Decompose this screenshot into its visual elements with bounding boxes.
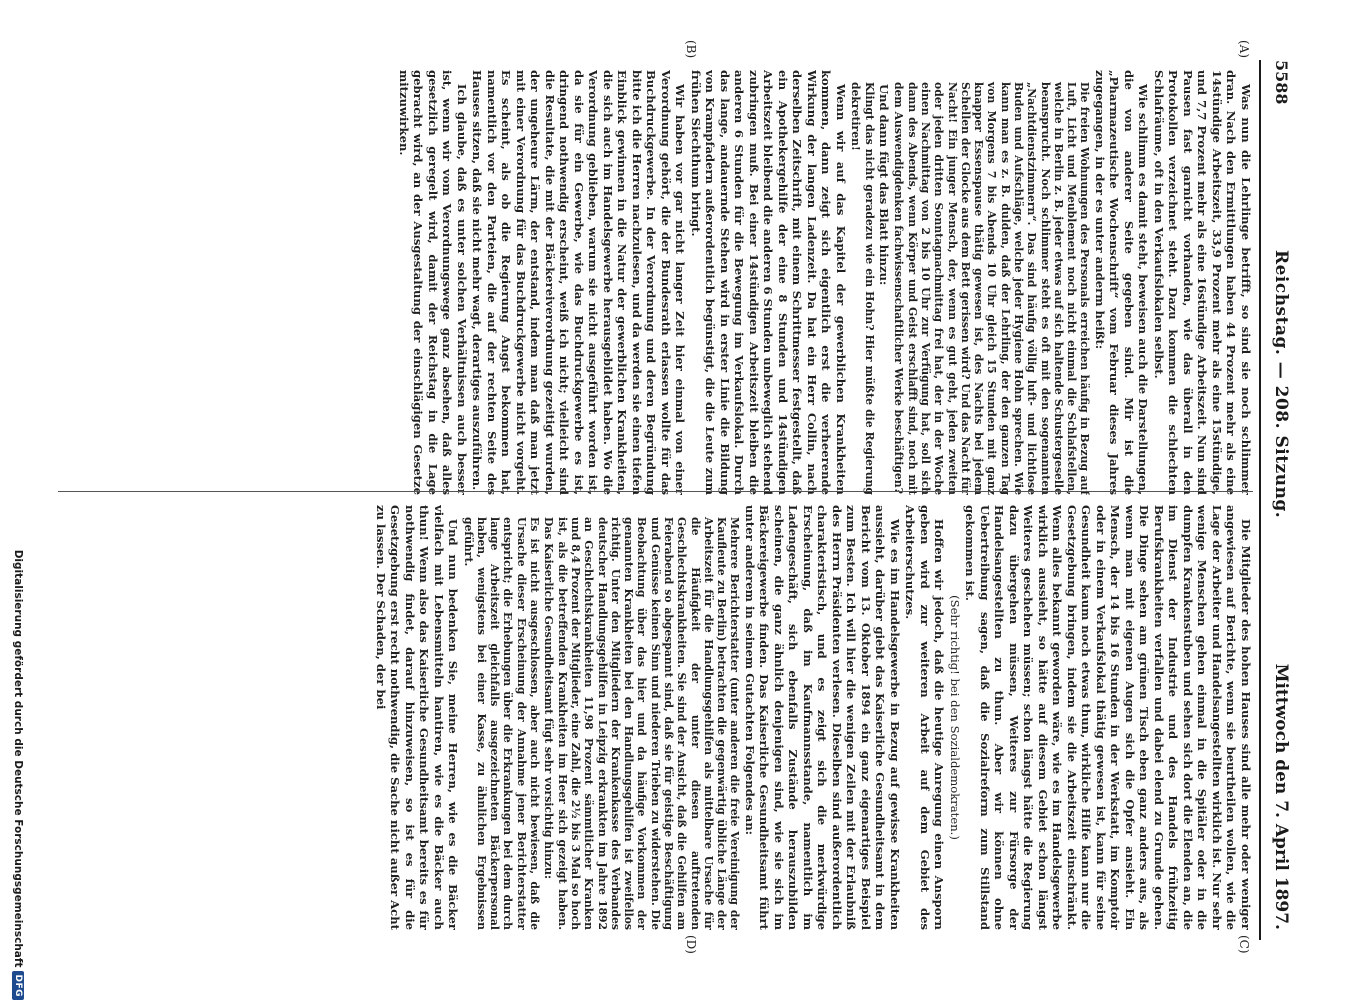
paragraph: Hoffen wir jedoch, daß die heutige Anregung einen Ansporn geben wird zur weiteren Arbeit auf dem Gebiet des Arbeiterschutzes. — [903, 505, 947, 930]
paragraph: Was nun die Lehrlinge betrifft, so sind sie noch schlimmer dran. Nach den Ermittlungen haben 44 Prozent mehr als eine 14stündige Arbeitszeit, 33,9 Prozent mehr als eine 15stündige, und 7,7 Prozent mehr als eine 16stündige Arbeitszeit. Nun sind Pausen fast garnicht vorhanden, wie das überall in den Protokollen verzeichnet steht. Dazu kommen die schlechten Schlafräume, oft in den Verkaufslokalen selbst. — [1152, 70, 1253, 495]
dfg-logo: DFG — [12, 971, 24, 1000]
paragraph: Wenn wir auf das Kapitel der gewerblichen Krankheiten kommen, dann zeigt sich eigentlich erst die verheerende Wirkung der langen Ladenzeit. Da hat ein Herr Collin, nach derselben Zeitschrift, mit einem Schrittmesser festgestellt, daß ein Apothekergehilfe der eine 8 Stunden und 14stündigen Arbeitszeit bleibend die anderen 6 Stunden unbeweglich stehend zubringen muß. Bei einer 14stündigen Arbeitszeit bleiben die anderen 6 Stunden für die Bewegung im Verkaufslokal. Durch das lange, andauernde Stehen wird in erster Linie die Bildung von Krampfadern außerordentlich begünstigt, die die Leute zum frühen Siechthum bringt. — [688, 70, 848, 495]
interjection: (Sehr richtig! bei den Sozialdemokraten.) — [948, 595, 962, 840]
quote-paragraph: Die freien Wohnungen des Personals erreichen häufig in Bezug auf Luft, Licht und Meublement noch nicht einmal die Schlafstellen, welche in Berlin z. B. jeder etwas auf sich haltende Schustergeselle beansprucht. Noch schlimmer steht es oft mit den sogenannten „Nachtdienstzimmern“. Das sind häufig völlig luft- und lichtlose Buden und Aufschläge, welche jeder Hygiene Hohn sprechen. Wie kann man es z. B. dulden, daß der Lehrling, der den ganzen Tag von Morgens 7 bis Abends 10 Uhr gleich 15 Stunden mit ganz knapper Essenspause thätig gewesen ist, des Nachts bei jedem Schellen der Glocke aus dem Bett gerissen wird? Und das Nacht für Nacht! Ein junger Mensch, der, wenn es gut geht, jeden zweiten oder jeden dritten Sonntagnachmittag frei hat, der in der Woche einen Nachmittag von 2 bis 10 Uhr zur Verfügung hat, soll sich dann des Abends, wenn Körper und Geist erschlafft sind, noch mit dem Auswendigdenken fachwissenschaftlicher Werke beschäftigen? — [892, 82, 1092, 495]
margin-letter-a: (A) — [1237, 40, 1251, 59]
paragraph: Wie es im Handelsgewerbe in Bezug auf gewisse Krankheiten aussieht, darüber giebt das Kaiserliche Gesundheitsamt in dem Bericht vom 13. Oktober 1894 ein ganz eigenartiges Beispiel zum Besten. Ich will hier die wenigen Zeilen mit der Erlaubniß des Herrn Präsidenten verlesen. Dieselben sind außerordentlich charakteristisch, und es zeigt sich die merkwürdige Erscheinung, daß im Kaufmannsstande, namentlich im Ladengeschäft, sich ebenfalls Zustände herauszubilden scheinen, die ganz ähnlich denjenigen sind, wie sie sich im Bäckereigewerbe finden. Das Kaiserliche Gesundheitsamt führt unter anderem in seinem Gutachten Folgendes an: — [743, 505, 902, 930]
paragraph: Wie schlimm es damit steht, beweisen auch die Darstellungen, die von anderer Seite gegeben sind. Mir ist die „Pharmazeutische Wochenschrift“ vom Februar dieses Jahres zugegangen, in der es unter anderm heißt: — [1093, 70, 1151, 495]
page-header — [1265, 60, 1291, 930]
margin-letter-b: (B) — [684, 40, 698, 59]
paragraph: Die Mitglieder des hohen Hauses sind alle mehr oder weniger angewiesen auf Berichte, wenn sie beurtheilen wollen, wie die Lage der Arbeiter und Handelsangestellten wirklich ist. Nur sehr wenige Menschen gehen einmal in die Spitäler oder in die dumpfen Krankenstuben und sehen sich dort die Elenden an, die im Dienst der Industrie und des Handels frühzeitig Berufskrankheiten verfallen und dabei elend zu Grunde gehen. Die Dinge sehen am grünen Tisch eben ganz anders aus, als wenn man mit eigenen Augen sich die Opfer ansieht. Ein Mensch, der 14 bis 16 Stunden in der Werkstatt, im Komptoir oder in einem Verkaufslokal thätig gewesen ist, kann für seine Gesundheit kaum noch etwas thun, wirkliche Hilfe kann nur die Gesetzgebung bringen, indem sie die Arbeitszeit einschränkt. Wenn alles bekannt geworden wäre, wie es im Handelsgewerbe wirklich aussieht, so hätte auf diesem Gebiet schon längst Weiteres geschehen müssen; schon längst hätte die Regierung dazu übergehen müssen, Weiteres zur Fürsorge der Handelsangestellten zu thun. Aber wir können ohne Uebertreibung sagen, daß die Sozialreform zum Stillstand gekommen ist. — [963, 505, 1253, 930]
margin-letter-d: (D) — [684, 935, 698, 954]
session-title: Reichstag. — 208. Sitzung. — [1271, 249, 1291, 519]
session-date: Mittwoch den 7. April 1897. — [1271, 663, 1291, 930]
quote-paragraph: Es ist nicht ausgeschlossen, aber auch nicht bewiesen, daß die Ursache dieser Erscheinung der Annahme jener Berichterstatter entspricht; die Erhebungen über die Erkrankungen bei dem durch lange Arbeitszeit gleichfalls ausgezeichneten Bäckerpersonal haben, wenigstens bei einer Kasse, zu ähnlichen Ergebnissen geführt. — [461, 517, 542, 930]
column-divider — [58, 491, 1253, 492]
right-column — [53, 505, 1253, 930]
margin-letter-c: (C) — [1237, 935, 1251, 954]
quote-paragraph: Mehrere Berichterstatter (unter anderen die freie Vereinigung der Kaufleute zu Berlin) betrachten die gegenwärtig übliche Länge der Arbeitszeit für die Handlungsgehilfen als mittelbare Ursache für die Häufigkeit der unter diesen auftretenden Geschlechtskrankheiten. Sie sind der Ansicht, daß die Gehilfen am Feierabend so abgespannt sind, daß sie für geistige Beschäftigung und Genüsse keinen Sinn und niederen Trieben zu widerstehen. Die Beobachtung über das hier und da häufige Vorkommen der genannten Krankheiten bei den Handlungsgehilfen ist zweifellos richtig. Unter den Mitgliedern der Krankenkasse des Verbandes deutscher Handlungsgehilfen in Leipzig erkrankten im Jahre 1892 an Geschlechtskrankheiten 11,98 Prozent sämmtlicher Kranken und 8,4 Prozent der Mitglieder, eine Zahl, die 2½ bis 3 Mal so hoch ist, als die betreffenden Krankheiten im Heer sich gezeigt haben. Das Kaiserliche Gesundheitsamt fügt sehr vorsichtig hinzu: — [542, 517, 742, 930]
paragraph: Und nun bedenken Sie, meine Herren, wie es die Bäcker vielfach mit Lebensmitteln hantiren, wie es die Bäcker auch thun! Wenn also das Kaiserliche Gesundheitsamt bereits es für nothwendig findet, darauf hinzuweisen, so ist es für die Gesetzgebung erst recht nothwendig, die Sache nicht außer Acht zu lassen. Der Schaden, der bei — [373, 505, 461, 930]
page-number: 5588 — [1272, 60, 1291, 105]
quote-paragraph: Klingt das nicht geradezu wie ein Hohn? Hier müßte die Regierung dekretiren! — [849, 82, 876, 495]
paragraph: Ich glaube, daß es unter solchen Verhältnissen auch besser ist, wenn wir vom Verordnungswege ganz absehen, daß alles gesetzlich geregelt wird, damit der Reichstag in die Lage gebracht wird, an der Ausgestaltung der einschlägigen Gesetze mitzuwirken. — [396, 70, 469, 495]
header-rule — [1259, 60, 1261, 940]
left-column — [53, 70, 1253, 495]
paragraph: Wir haben vor gar nicht langer Zeit hier einmal von einer Verordnung gehört, die der Bundesrath erlassen wollte für das Buchdruckgewerbe. In der Verordnung und deren Begründung bitte ich die Herren nachzulesen, und da werden sie einen tiefen Einblick gewinnen in die Natur der gewerblichen Krankheiten, die sich auch im Handelsgewerbe herausgebildet haben. Wo die Verordnung geblieben, warum sie nicht ausgeführt worden ist, da sie für ein Gewerbe, wie das Buchdruckgewerbe es ist, dringend nothwendig erscheint, weiß ich nicht; vielleicht sind die Resultate, die mit der Bäckereiverordnung gezeitigt wurden, der ungeheure Lärm, der entstand, indem man daß man jetzt mit einer Verordnung für das Buchdruckgewerbe nicht vorgeht. Es scheint, als ob die Regierung Angst bekommen hat, namentlich vor den Parteien, die auf der rechten Seite des Hauses sitzen, daß sie nicht mehr wagt, derartiges auszuführen. — [470, 70, 688, 495]
digitization-footer — [5, 0, 31, 1000]
funding-note: Digitalisierung gefördert durch die Deutsche Forschungsgemeinschaft — [12, 549, 24, 968]
paragraph: Und dann fügt das Blatt hinzu: — [877, 84, 892, 286]
